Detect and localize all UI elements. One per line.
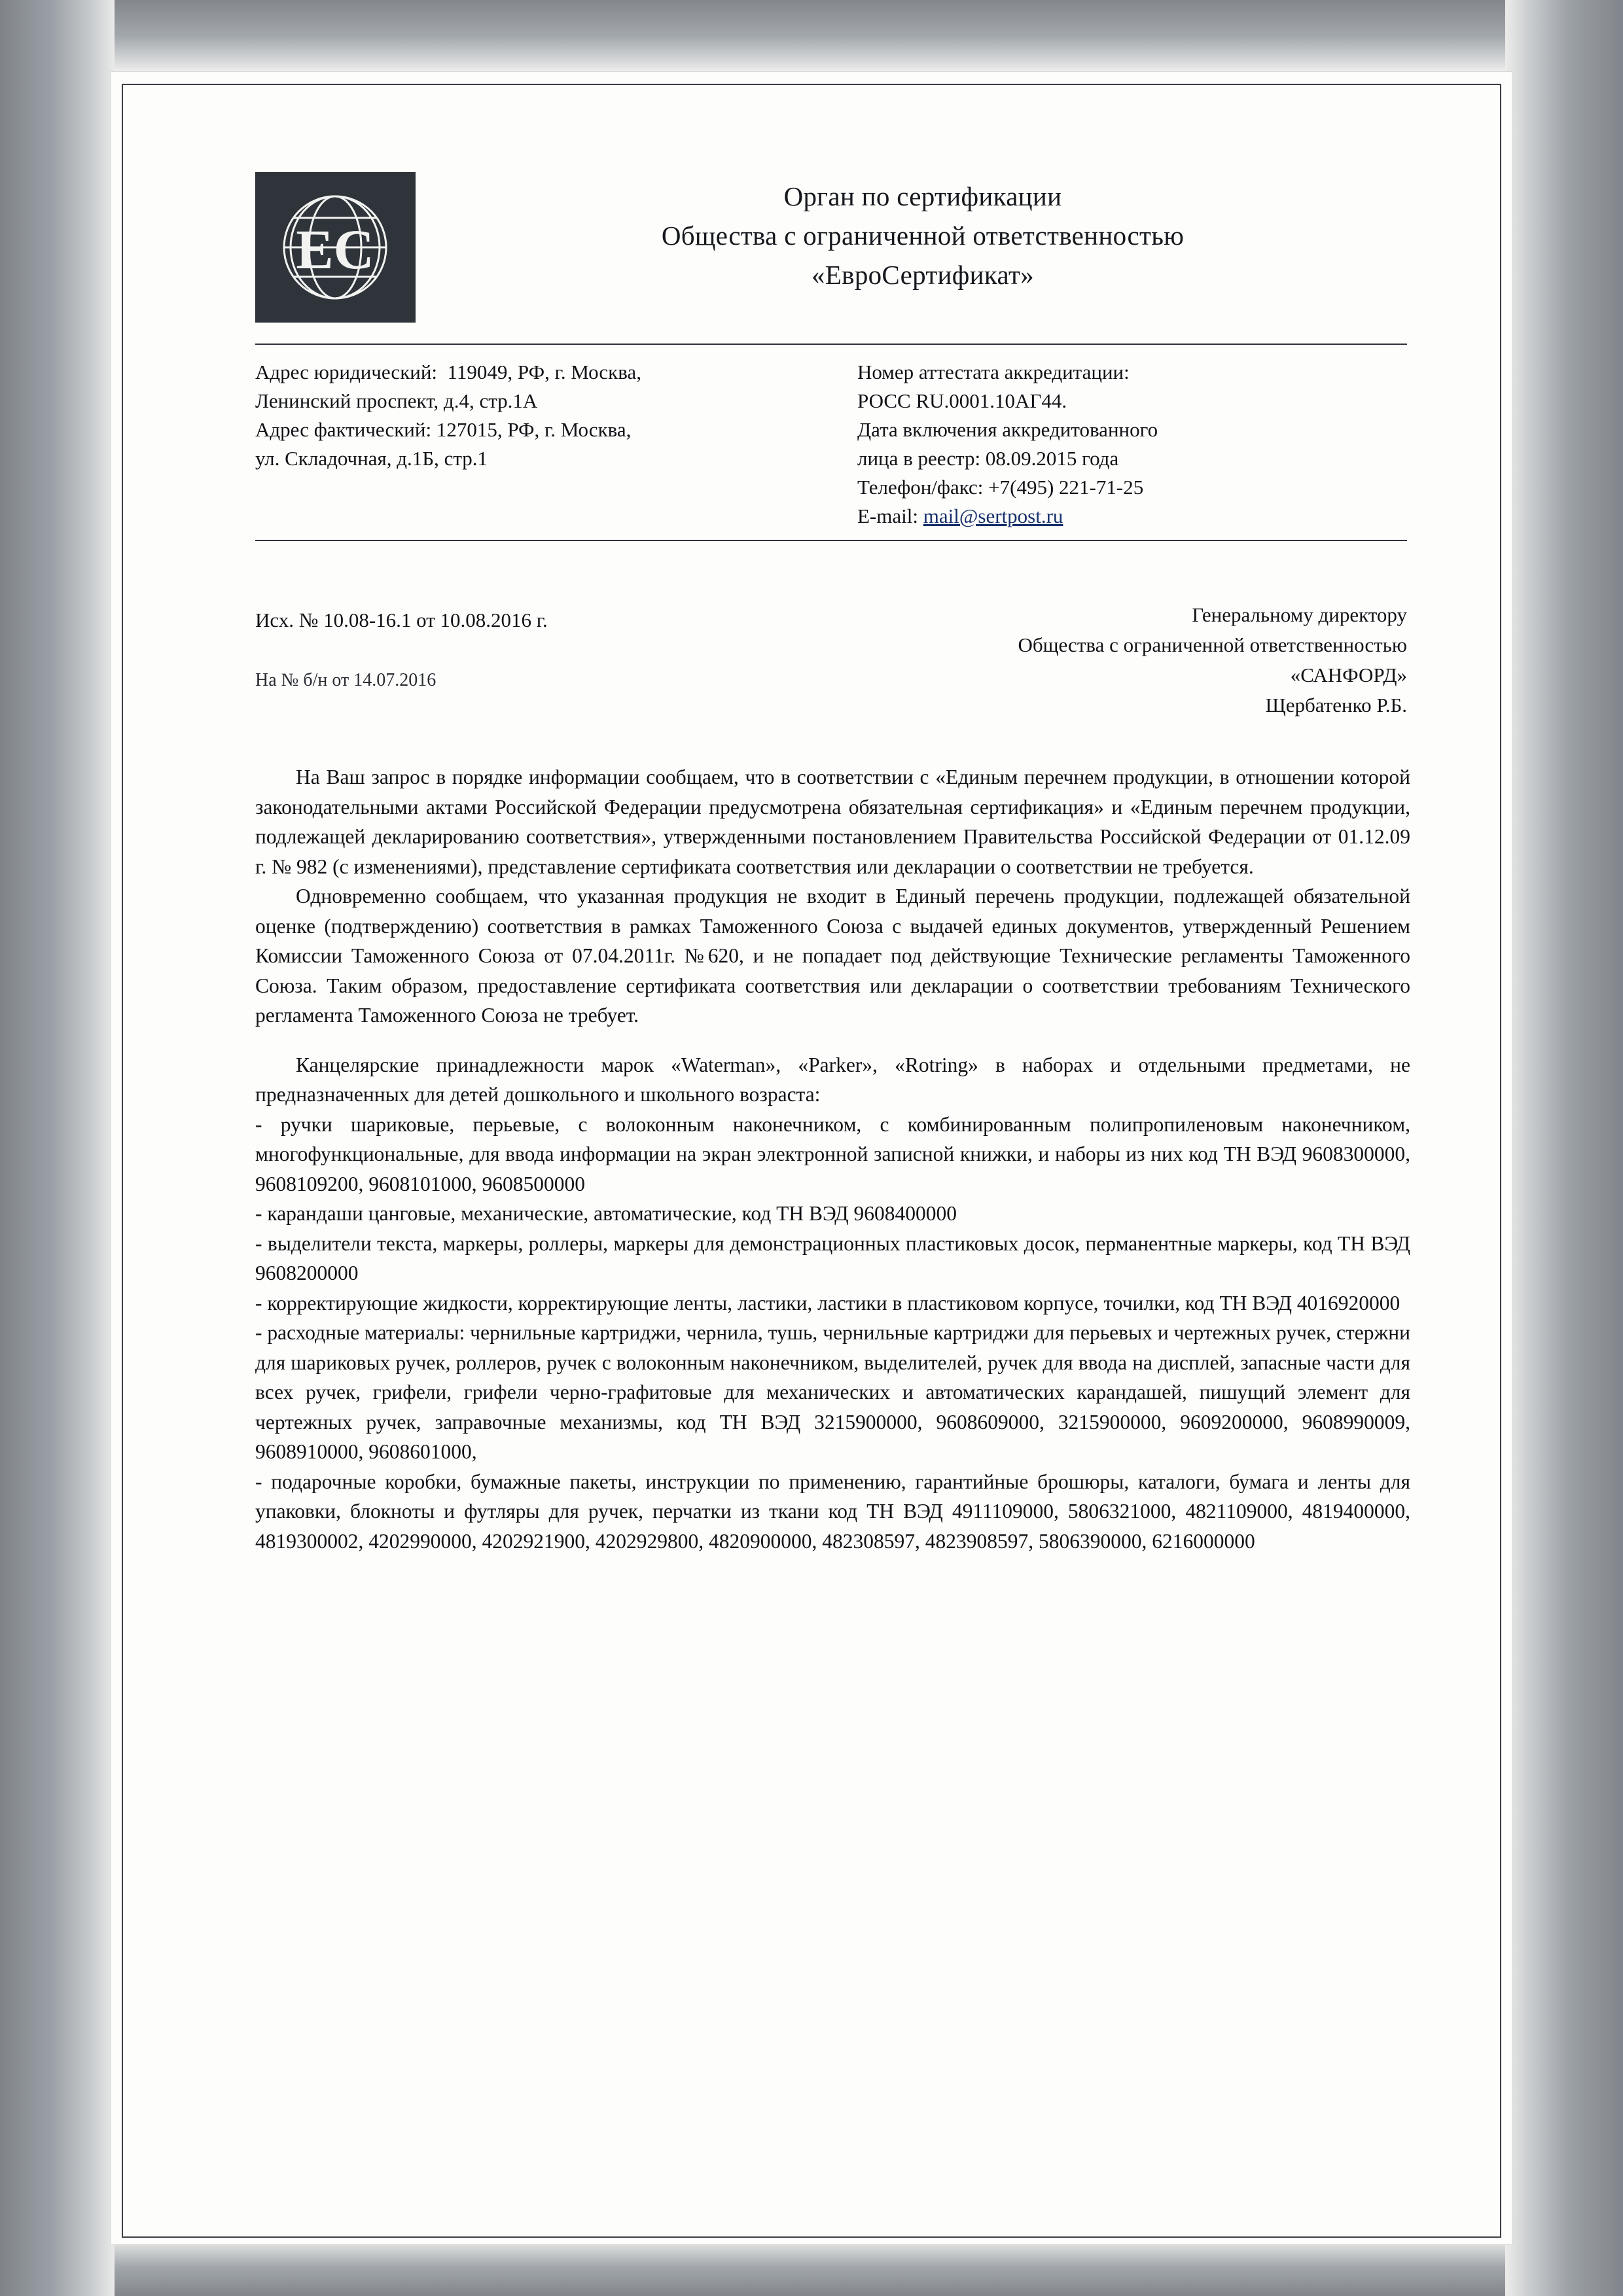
addressee-line-3: «САНФОРД» [1290, 663, 1407, 686]
phone-line: Телефон/факс: +7(495) 221-71-25 [857, 476, 1144, 499]
addressee-line-1: Генеральному директору [1192, 603, 1407, 626]
address-legal [255, 358, 825, 473]
accreditation-line-3: Дата включения аккредитованного [857, 418, 1158, 441]
org-title-line-2: Общества с ограниченной ответственностью [661, 221, 1185, 251]
body-paragraph-3: Канцелярские принадлежности марок «Waterman», «Parker», «Rotring» в наборах и отдельными предметами, не предназначенных для детей дошкольного и школьного возраста: [255, 1053, 1410, 1106]
product-item-5: - расходные материалы: чернильные картриджи, чернила, тушь, чернильные картриджи для перьевых и чертежных ручек, стержни для шариковых ручек, роллеров, ручек с волоконным наконечником, выделителей, ручек для ввода на дисплей, запасные части для всех ручек, грифели, грифели черно-графитовые для механических и автоматических карандашей, пишущий элемент для чертежных ручек, заправочные механизмы, код ТН ВЭД 3215900000, 9608609000, 3215900000, 9609200000, 9608990009, 9608910000, 9608601000, [255, 1321, 1410, 1463]
svg-text:ЕС: ЕС [296, 218, 374, 281]
accreditation-line-1: Номер аттестата аккредитации: [857, 361, 1130, 383]
document-content [216, 147, 1414, 1553]
org-title-line-1: Орган по сертификации [783, 181, 1062, 211]
address-block [255, 358, 1407, 535]
incoming-reference: На № б/н от 14.07.2016 [255, 670, 437, 690]
body-spacer [255, 1031, 1410, 1050]
address-legal-line-2: Ленинский проспект, д.4, стр.1А [255, 389, 538, 412]
outgoing-reference: Исх. № 10.08-16.1 от 10.08.2016 г. [255, 609, 548, 631]
email-label: E-mail: [857, 504, 923, 527]
address-legal-line-1: Адрес юридический: 119049, РФ, г. Москва, [255, 361, 641, 383]
address-actual-line-1: Адрес фактический: 127015, РФ, г. Москва, [255, 418, 632, 441]
address-actual-line-2: ул. Складочная, д.1Б, стр.1 [255, 447, 488, 470]
reference-block [255, 605, 1407, 743]
scan-edge-left [0, 0, 115, 2296]
email-link[interactable]: mail@sertpost.ru [923, 504, 1063, 527]
letterhead [216, 147, 1414, 330]
body-paragraph-2: Одновременно сообщаем, что указанная продукция не входит в Единый перечень продукции, подлежащей обязательной оценке (подтверждению) соответствия в рамках Таможенного Союза с выдачей единых документов, утвержденный Решением Комиссии Таможенного Союза от 07.04.2011г. №620, и не попадает под действующие Технические регламенты Таможенного Союза. Таким образом, предоставление сертификата соответствия или декларации о соответствии требованиям Технического регламента Таможенного Союза не требует. [255, 885, 1410, 1027]
organization-title [432, 177, 1414, 294]
email-line [857, 502, 1400, 531]
accreditation-info [857, 358, 1400, 531]
product-item-4: - корректирующие жидкости, корректирующие ленты, ластики, ластики в пластиковом корпусе, точилки, код ТН ВЭД 4016920000 [255, 1291, 1400, 1315]
accreditation-line-4: лица в реестр: 08.09.2015 года [857, 447, 1119, 470]
product-item-2: - карандаши цанговые, механические, автоматические, код ТН ВЭД 9608400000 [255, 1202, 957, 1225]
ec-logo-icon [255, 172, 416, 323]
scan-edge-right [1505, 0, 1623, 2296]
scan-edge-bottom [0, 2238, 1623, 2296]
letter-body [255, 762, 1410, 1556]
header-rule-bottom [255, 540, 1407, 541]
addressee-line-4: Щербатенко Р.Б. [1265, 694, 1407, 716]
scan-edge-top [0, 0, 1623, 73]
product-item-6: - подарочные коробки, бумажные пакеты, инструкции по применению, гарантийные брошюры, каталоги, бумага и ленты для упаковки, блокноты и футляры для ручек, перчатки из ткани код ТН ВЭД 4911109000, 5806321000, 4821109000, 4819400000, 4819300002, 4202990000, 4202921900, 4202929800, 4820900000, 482308597, 4823908597, 5806390000, 6216000000 [255, 1470, 1410, 1553]
product-item-3: - выделители текста, маркеры, роллеры, маркеры для демонстрационных пластиковых досок, перманентные маркеры, код ТН ВЭД 9608200000 [255, 1231, 1410, 1284]
product-item-1: - ручки шариковые, перьевые, с волоконным наконечником, с комбинированным полипропиленовым наконечником, многофункциональные, для ввода информации на экран электронной записной книжки, и наборы из них код ТН ВЭД 9608300000, 9608109200, 9608101000, 9608500000 [255, 1112, 1410, 1195]
body-paragraph-1: На Ваш запрос в порядке информации сообщаем, что в соответствии с «Единым перечнем продукции, в отношении которой законодательными актами Российской Федерации предусмотрена обязательная сертификация» и «Единым перечнем продукции, подлежащей декларированию соответствия», утвержденными постановлением Правительства Российской Федерации от 01.12.09 г. № 982 (с изменениями), представление сертификата соответствия или декларации о соответствии не требуется. [255, 766, 1410, 878]
header-rule-top [255, 344, 1407, 345]
accreditation-line-2: РОСС RU.0001.10АГ44. [857, 389, 1067, 412]
addressee-block [844, 600, 1407, 720]
addressee-line-2: Общества с ограниченной ответственностью [1018, 633, 1407, 656]
org-title-line-3: «ЕвроСертификат» [812, 260, 1034, 290]
